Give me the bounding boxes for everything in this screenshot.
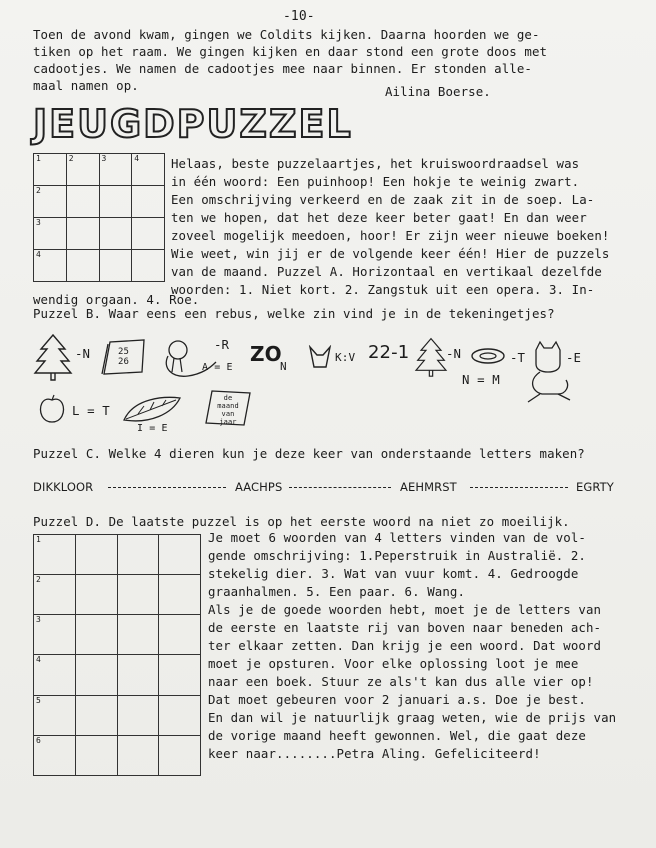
grid-number: 3 [101, 154, 107, 163]
puzzle-a-line: in één woord: Een puinhoop! Een hokje te weinig zwart. [171, 174, 580, 189]
grid-number: 3 [36, 218, 41, 227]
puzzle-a-line: wendig orgaan. 4. Roe. [33, 292, 200, 307]
grid-cell [99, 250, 132, 282]
puzzle-a-line: zoveel mogelijk meedoen, hoor! Er zijn weer nieuwe boeken! [171, 228, 610, 243]
grid-cell [159, 575, 201, 615]
puzzle-b-intro: Puzzel B. Waar eens een rebus, welke zin vind je in de tekeningetjes? [33, 306, 555, 321]
puzzle-d-line: moet je opsturen. Voor elke oplossing loot je mee [208, 656, 579, 671]
rebus-label: L = T [72, 403, 110, 418]
grid-number: 3 [36, 615, 41, 625]
grid-cell [117, 535, 159, 575]
grid-number: 4 [36, 250, 41, 259]
puzzle-d-line: naar een boek. Stuur ze als't kan dus alle vier op! [208, 674, 594, 689]
grid-cell [159, 695, 201, 735]
story-line: cadootjes. We namen de cadootjes mee naar binnen. Er stonden alle- [33, 61, 532, 76]
puzzle-c-word: AEHMRST [400, 480, 457, 494]
rebus-label: 25 26 [118, 347, 130, 367]
grid-number: 4 [134, 154, 140, 163]
grid-cell [75, 655, 117, 695]
tree-icon [33, 333, 73, 381]
grid-cell [34, 154, 67, 186]
rebus-label: 22-1 [368, 342, 410, 363]
grid-cell [34, 186, 67, 218]
rebus-label: -E [566, 350, 582, 365]
grid-cell [34, 250, 67, 282]
grid-number: 1 [36, 154, 41, 163]
puzzle-d-line: Als je de goede woorden hebt, moet je de letters van [208, 602, 602, 617]
grid-cell [99, 154, 132, 186]
grid-number: 6 [36, 735, 41, 745]
grid-cell [117, 695, 159, 735]
puzzle-d-line: ter elkaar zetten. Dan krijg je een woord. Dat woord [208, 638, 602, 653]
rebus-label: -T [510, 350, 526, 365]
rebus-label: de maand van jaar [217, 394, 239, 426]
grid-cell [66, 250, 99, 282]
page-title: JEUGDPUZZEL [33, 102, 353, 146]
answer-line [108, 487, 226, 488]
grid-cell [34, 535, 76, 575]
rebus-label: A = E [202, 362, 233, 373]
puzzle-a-line: Een omschrijving verkeerd en de zaak zit in de soep. La- [171, 192, 595, 207]
puzzle-d-line: de eerste en laatste rij van boven naar beneden ach- [208, 620, 602, 635]
grid-number: 2 [68, 154, 74, 163]
grid-cell [34, 218, 67, 250]
grid-cell [132, 250, 165, 282]
puzzle-a-line: Helaas, beste puzzelaartjes, het kruiswoordraadsel was [171, 156, 580, 171]
puzzle-d-line: gende omschrijving: 1.Peperstruik in Australië. 2. [208, 548, 586, 563]
grid-cell [34, 735, 76, 775]
word-grid-d [33, 534, 201, 776]
puzzle-d-line: stekelig dier. 3. Wat van vuur komt. 4. Gedroogde [208, 566, 579, 581]
grid-cell [117, 735, 159, 775]
grid-cell [75, 535, 117, 575]
puzzle-d-line: graanhalmen. 5. Een paar. 6. Wang. [208, 584, 466, 599]
puzzle-d-line: de vorige maand heeft gewonnen. Wel, die gaat deze [208, 728, 586, 743]
rebus-label: N = M [462, 372, 500, 387]
story-line: Toen de avond kwam, gingen we Coldits kijken. Daarna hoorden we ge- [33, 27, 540, 42]
grid-cell [34, 575, 76, 615]
cup-icon [308, 345, 332, 369]
grid-number: 5 [36, 695, 41, 705]
puzzle-c-word: DIKKLOOR [33, 480, 94, 494]
grid-cell [75, 615, 117, 655]
puzzle-c-intro: Puzzel C. Welke 4 dieren kun je deze keer van onderstaande letters maken? [33, 446, 585, 461]
puzzle-d-line: En dan wil je natuurlijk graag weten, wie de prijs van [208, 710, 617, 725]
grid-cell [34, 695, 76, 735]
grid-cell [75, 575, 117, 615]
grid-number: 4 [36, 655, 41, 665]
grid-number: 2 [36, 186, 41, 195]
puzzle-d-line: Je moet 6 woorden van 4 letters vinden van de vol- [208, 530, 586, 545]
grid-cell [75, 695, 117, 735]
answer-line [470, 487, 568, 488]
puzzle-d-intro: Puzzel D. De laatste puzzel is op het eerste woord na niet zo moeilijk. [33, 514, 570, 529]
leaf-icon [120, 394, 184, 424]
grid-cell [117, 615, 159, 655]
grid-cell [159, 615, 201, 655]
rebus-label: I = E [137, 423, 168, 434]
grid-cell [132, 154, 165, 186]
rebus-label: K:V [335, 351, 356, 364]
puzzle-a-line: woorden: 1. Niet kort. 2. Zangstuk uit een opera. 3. In- [171, 282, 595, 297]
grid-cell [66, 186, 99, 218]
apple-icon [38, 394, 66, 424]
grid-cell [159, 535, 201, 575]
grid-cell [159, 655, 201, 695]
answer-line [289, 487, 391, 488]
grid-cell [34, 655, 76, 695]
story-line: tiken op het raam. We gingen kijken en daar stond een grote doos met [33, 44, 548, 59]
puzzle-a-line: ten we hopen, dat het deze keer beter gaat! En dan weer [171, 210, 587, 225]
rebus-label: -N [446, 346, 462, 361]
tree-icon [414, 337, 448, 377]
grid-cell [132, 186, 165, 218]
puzzle-d-line: Dat moet gebeuren voor 2 januari a.s. Doe je best. [208, 692, 586, 707]
grid-cell [117, 655, 159, 695]
puzzle-c-word: AACHPS [235, 480, 283, 494]
grid-cell [99, 218, 132, 250]
story-author: Ailina Boerse. [385, 84, 491, 99]
rebus-label: -R [214, 337, 230, 352]
grid-cell [66, 218, 99, 250]
crossword-grid-a [33, 153, 165, 282]
rebus-label: ZO [250, 342, 282, 366]
rebus-label: N [280, 360, 287, 373]
grid-cell [75, 735, 117, 775]
story-line: maal namen op. [33, 78, 139, 93]
page-number: -10- [283, 9, 315, 24]
grid-number: 2 [36, 575, 41, 585]
puzzle-d-line: keer naar........Petra Aling. Gefeliciteerd! [208, 746, 541, 761]
grid-cell [132, 218, 165, 250]
grid-number: 1 [36, 535, 41, 544]
puzzle-a-line: van de maand. Puzzel A. Horizontaal en vertikaal dezelfde [171, 264, 602, 279]
grid-cell [99, 186, 132, 218]
puzzle-c-word: EGRTY [576, 480, 614, 494]
grid-cell [34, 615, 76, 655]
puzzle-a-line: Wie weet, win jij er de volgende keer één! Hier de puzzels [171, 246, 610, 261]
plate-icon [470, 346, 506, 366]
grid-cell [117, 575, 159, 615]
grid-cell [159, 735, 201, 775]
rebus-label: -N [75, 346, 91, 361]
grid-cell [66, 154, 99, 186]
